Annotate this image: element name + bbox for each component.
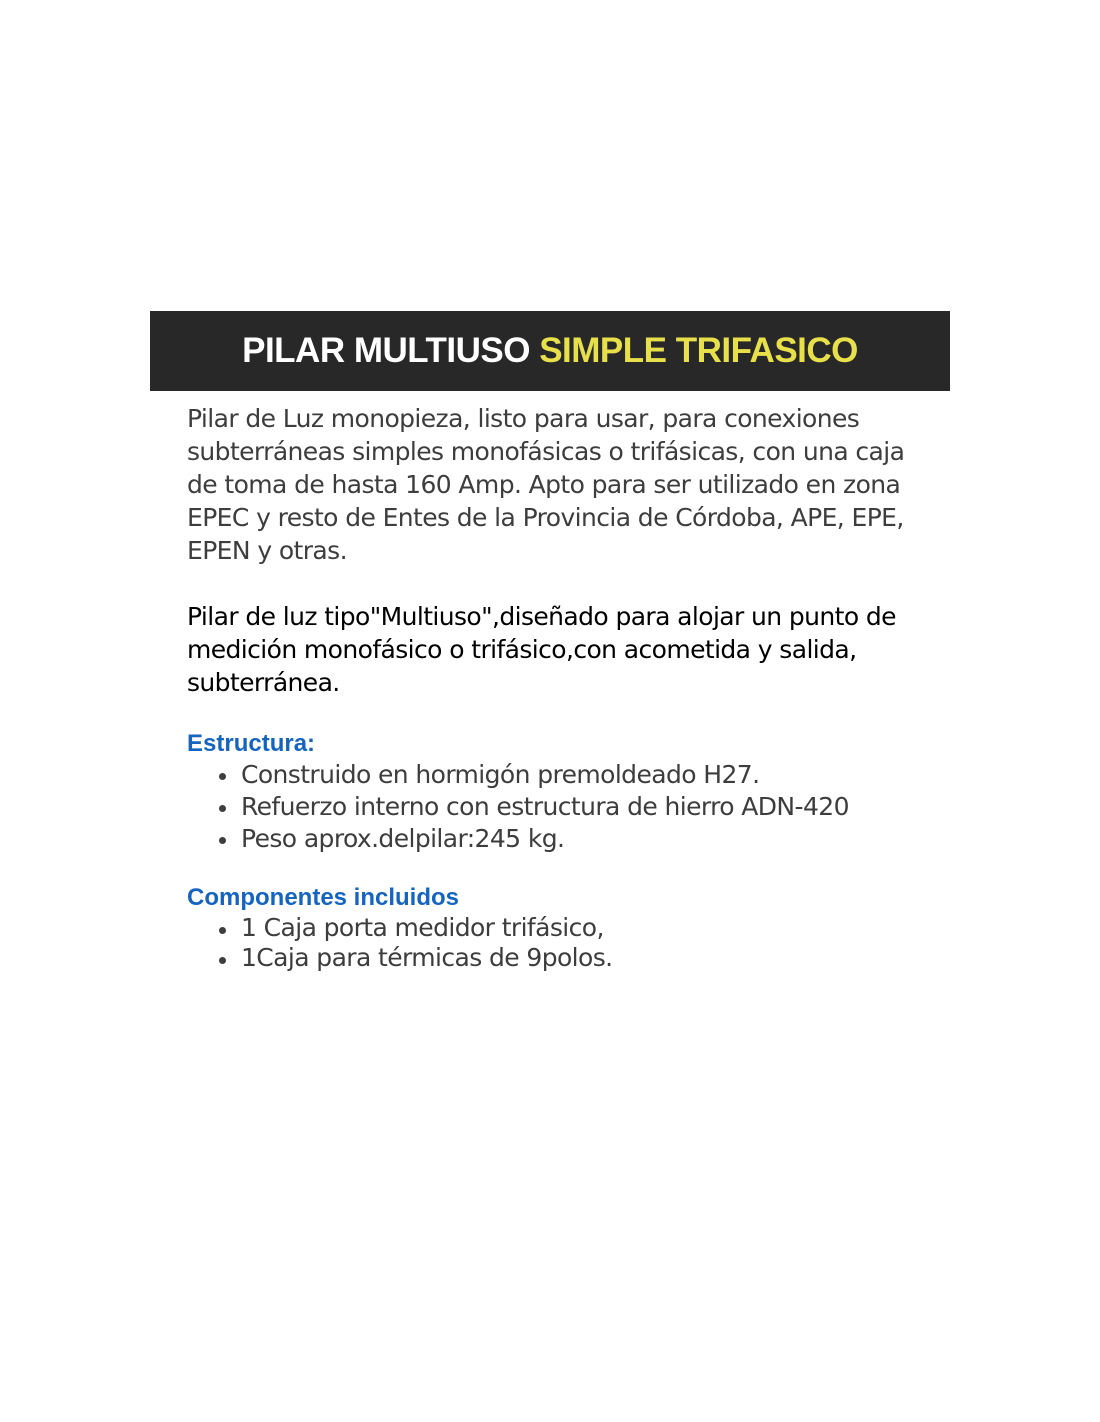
description-content bbox=[187, 402, 927, 973]
intro-paragraph: Pilar de Luz monopieza, listo para usar, para conexiones subterráneas simples monofásicas o trifásicas, con una caja de toma de hasta 160 Amp. Apto para ser utilizado en zona EPEC y resto de Entes de la Provincia de Córdoba, APE, EPE, EPEN y otras. bbox=[187, 404, 905, 565]
list-item: 1Caja para térmicas de 9polos. bbox=[217, 943, 927, 973]
estructura-list bbox=[187, 759, 927, 855]
componentes-heading: Componentes incluidos bbox=[187, 884, 460, 911]
title-part-main: PILAR MULTIUSO bbox=[242, 331, 540, 370]
estructura-heading: Estructura: bbox=[187, 730, 316, 757]
multiuso-paragraph: Pilar de luz tipo"Multiuso",diseñado para alojar un punto de medición monofásico o trifásico,con acometida y salida, subterránea. bbox=[187, 602, 896, 697]
title-banner bbox=[150, 311, 950, 391]
page-title bbox=[242, 331, 858, 371]
list-item: Refuerzo interno con estructura de hierro ADN-420 bbox=[217, 791, 927, 823]
componentes-list bbox=[187, 913, 927, 973]
title-part-highlight: SIMPLE TRIFASICO bbox=[539, 331, 858, 370]
list-item: 1 Caja porta medidor trifásico, bbox=[217, 913, 927, 943]
list-item: Peso aprox.delpilar:245 kg. bbox=[217, 823, 927, 855]
list-item: Construido en hormigón premoldeado H27. bbox=[217, 759, 927, 791]
